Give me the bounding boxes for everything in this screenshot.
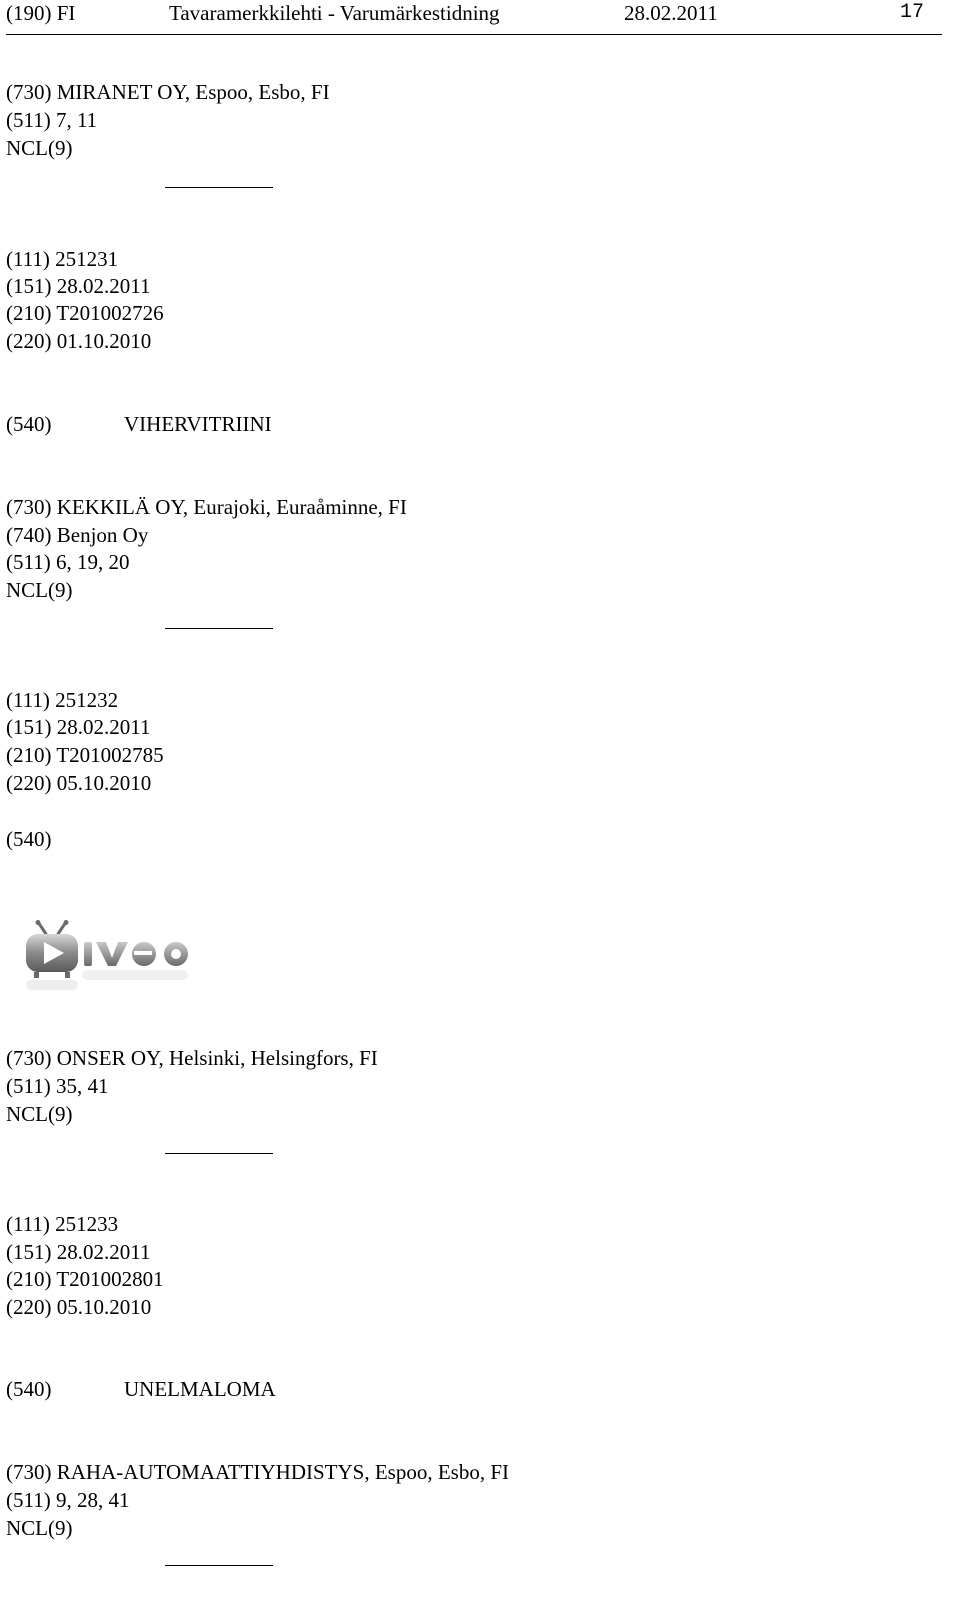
entry-separator	[165, 628, 273, 629]
classes-line: (511) 35, 41	[6, 1074, 109, 1098]
application-number: (210) T201002726	[6, 301, 164, 325]
filing-date: (220) 05.10.2010	[6, 1295, 152, 1319]
application-number: (210) T201002801	[6, 1267, 164, 1291]
publication-title: Tavaramerkkilehti - Varumärkestidning	[169, 1, 500, 25]
classes-line: (511) 9, 28, 41	[6, 1488, 130, 1512]
registration-number: (111) 251233	[6, 1212, 119, 1236]
document-code: (190) FI	[6, 1, 76, 25]
trademark-word: VIHERVITRIINI	[124, 412, 272, 436]
page-header	[6, 0, 942, 35]
ncl-line: NCL(9)	[6, 136, 73, 160]
ncl-line: NCL(9)	[6, 1102, 73, 1126]
entry-separator	[165, 1153, 273, 1154]
filing-date: (220) 05.10.2010	[6, 771, 152, 795]
publication-date: 28.02.2011	[624, 1, 718, 25]
mark-code: (540)	[6, 1377, 52, 1401]
holder-line: (730) RAHA-AUTOMAATTIYHDISTYS, Espoo, Esbo, FI	[6, 1460, 510, 1484]
classes-line: (511) 7, 11	[6, 108, 98, 132]
mark-code: (540)	[6, 827, 52, 851]
page-number: 17	[899, 1, 924, 24]
entry-separator	[165, 1565, 273, 1566]
filing-date: (220) 01.10.2010	[6, 329, 152, 353]
registration-date: (151) 28.02.2011	[6, 715, 151, 739]
iveo-logo-image	[24, 920, 190, 992]
trademark-word: UNELMALOMA	[124, 1377, 276, 1401]
registration-date: (151) 28.02.2011	[6, 1240, 151, 1264]
classes-line: (511) 6, 19, 20	[6, 550, 130, 574]
agent-line: (740) Benjon Oy	[6, 523, 149, 547]
holder-line: (730) MIRANET OY, Espoo, Esbo, FI	[6, 80, 330, 104]
mark-code: (540)	[6, 412, 52, 436]
registration-number: (111) 251231	[6, 247, 119, 271]
registration-date: (151) 28.02.2011	[6, 274, 151, 298]
registration-number: (111) 251232	[6, 688, 119, 712]
entry-separator	[165, 187, 273, 188]
holder-line: (730) ONSER OY, Helsinki, Helsingfors, FI	[6, 1046, 378, 1070]
ncl-line: NCL(9)	[6, 1516, 73, 1540]
ncl-line: NCL(9)	[6, 578, 73, 602]
holder-line: (730) KEKKILÄ OY, Eurajoki, Euraåminne, FI	[6, 495, 407, 519]
application-number: (210) T201002785	[6, 743, 164, 767]
